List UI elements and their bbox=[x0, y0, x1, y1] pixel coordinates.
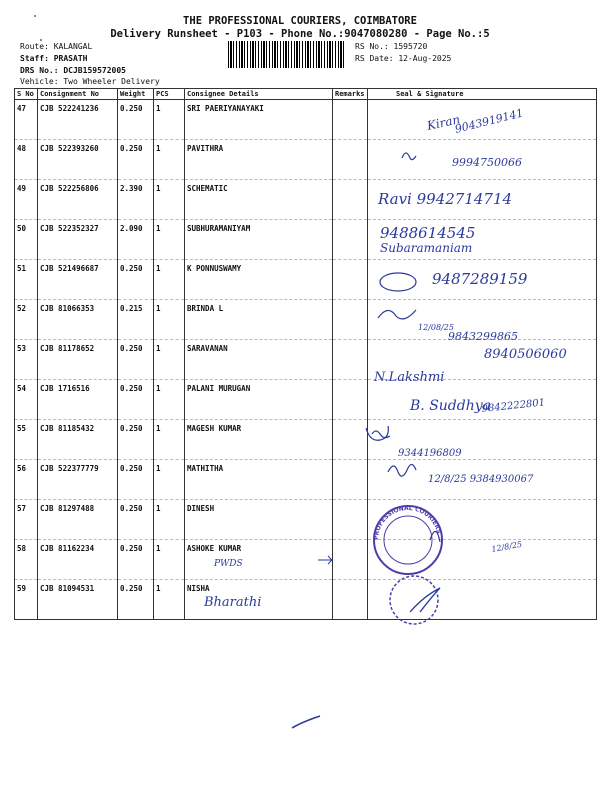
cell-sno: 50 bbox=[15, 220, 38, 260]
cell-consignee: SUBHURAMANIYAM bbox=[185, 220, 333, 260]
handwritten-signature: B. Suddhya bbox=[410, 398, 491, 414]
col-header-sno: S No bbox=[15, 89, 38, 100]
handwritten-phone: 9344196809 bbox=[398, 448, 462, 459]
cell-sno: 47 bbox=[15, 100, 38, 140]
cell-sno: 56 bbox=[15, 460, 38, 500]
cell-weight: 0.250 bbox=[118, 580, 154, 620]
cell-sno: 58 bbox=[15, 540, 38, 580]
cell-remarks bbox=[333, 540, 368, 580]
cell-seal bbox=[368, 300, 597, 340]
cell-consignment: CJB 522393260 bbox=[38, 140, 118, 180]
handwritten-phone: 9488614545 bbox=[380, 224, 476, 242]
document-title: THE PROFESSIONAL COURIERS, COIMBATORE bbox=[183, 15, 417, 27]
col-header-remarks: Remarks bbox=[333, 89, 368, 100]
cell-seal bbox=[368, 140, 597, 180]
cell-consignee: MAGESH KUMAR bbox=[185, 420, 333, 460]
handwritten-name: Bharathi bbox=[204, 595, 262, 610]
cell-consignment: CJB 81178652 bbox=[38, 340, 118, 380]
cell-remarks bbox=[333, 220, 368, 260]
handwritten-phone: 9487289159 bbox=[432, 270, 528, 288]
handwritten-signature: Ravi 9942714714 bbox=[378, 190, 513, 208]
col-header-weight: Weight bbox=[118, 89, 154, 100]
cell-remarks bbox=[333, 140, 368, 180]
rs-date-value: 12-Aug-2025 bbox=[398, 54, 452, 63]
staff-label: Staff: bbox=[20, 54, 49, 63]
cell-pcs: 1 bbox=[154, 340, 185, 380]
cell-seal bbox=[368, 540, 597, 580]
cell-seal bbox=[368, 260, 597, 300]
barcode bbox=[228, 41, 346, 68]
pen-stroke bbox=[292, 716, 320, 728]
cell-pcs: 1 bbox=[154, 380, 185, 420]
runsheet-subtitle: Delivery Runsheet - P103 - Phone No.:9047080280 - Page No.:5 bbox=[110, 28, 490, 40]
handwritten-name: N.Lakshmi bbox=[374, 370, 445, 385]
cell-pcs: 1 bbox=[154, 260, 185, 300]
cell-remarks bbox=[333, 460, 368, 500]
table-row bbox=[15, 540, 597, 580]
rs-no-line bbox=[355, 42, 427, 51]
cell-remarks bbox=[333, 580, 368, 620]
cell-weight: 0.250 bbox=[118, 380, 154, 420]
route-label: Route: bbox=[20, 42, 49, 51]
table-row bbox=[15, 340, 597, 380]
cell-sno: 51 bbox=[15, 260, 38, 300]
cell-weight: 0.250 bbox=[118, 500, 154, 540]
table-row bbox=[15, 380, 597, 420]
col-header-seal: Seal & Signature bbox=[368, 89, 597, 100]
route-line bbox=[20, 42, 92, 51]
table-row bbox=[15, 580, 597, 620]
cell-pcs: 1 bbox=[154, 140, 185, 180]
cell-sno: 59 bbox=[15, 580, 38, 620]
cell-consignment: CJB 522241236 bbox=[38, 100, 118, 140]
cell-pcs: 1 bbox=[154, 100, 185, 140]
cell-remarks bbox=[333, 260, 368, 300]
cell-consignee: SARAVANAN bbox=[185, 340, 333, 380]
cell-sno: 57 bbox=[15, 500, 38, 540]
cell-seal bbox=[368, 500, 597, 540]
table-row bbox=[15, 260, 597, 300]
cell-consignee: PALANI MURUGAN bbox=[185, 380, 333, 420]
cell-remarks bbox=[333, 180, 368, 220]
cell-weight: 0.250 bbox=[118, 140, 154, 180]
cell-remarks bbox=[333, 340, 368, 380]
cell-seal bbox=[368, 580, 597, 620]
vehicle-label: Vehicle: bbox=[20, 77, 59, 86]
cell-remarks bbox=[333, 300, 368, 340]
table-row bbox=[15, 500, 597, 540]
cell-consignee: NISHA bbox=[185, 580, 333, 620]
cell-weight: 0.250 bbox=[118, 340, 154, 380]
rs-date-line bbox=[355, 54, 451, 63]
handwritten-phone: 8940506060 bbox=[484, 347, 567, 362]
cell-consignment: CJB 81162234 bbox=[38, 540, 118, 580]
cell-consignment: CJB 521496687 bbox=[38, 260, 118, 300]
cell-pcs: 1 bbox=[154, 420, 185, 460]
handwritten-name: Kiran bbox=[425, 112, 462, 133]
speck bbox=[34, 15, 36, 17]
cell-weight: 0.215 bbox=[118, 300, 154, 340]
cell-sno: 53 bbox=[15, 340, 38, 380]
cell-consignment: CJB 1716516 bbox=[38, 380, 118, 420]
handwritten-name: Subaramaniam bbox=[380, 241, 473, 255]
cell-consignment: CJB 81297488 bbox=[38, 500, 118, 540]
table-header-row bbox=[15, 89, 597, 100]
cell-consignment: CJB 522352327 bbox=[38, 220, 118, 260]
handwritten-phone: 9994750066 bbox=[452, 156, 522, 169]
handwritten-note: 12/8/25 9384930067 bbox=[428, 474, 534, 485]
cell-pcs: 1 bbox=[154, 220, 185, 260]
table-row bbox=[15, 180, 597, 220]
cell-sno: 54 bbox=[15, 380, 38, 420]
cell-consignment: CJB 81066353 bbox=[38, 300, 118, 340]
cell-consignee: K PONNUSWAMY bbox=[185, 260, 333, 300]
table-row bbox=[15, 420, 597, 460]
cell-pcs: 1 bbox=[154, 580, 185, 620]
cell-consignee: DINESH bbox=[185, 500, 333, 540]
route-value: KALANGAL bbox=[53, 42, 93, 51]
handwritten-phone: 9843299865 bbox=[448, 330, 518, 343]
cell-consignee: SRI PAERIYANAYAKI bbox=[185, 100, 333, 140]
cell-consignee: BRINDA L bbox=[185, 300, 333, 340]
speck bbox=[40, 39, 42, 41]
cell-weight: 0.250 bbox=[118, 420, 154, 460]
cell-consignee: ASHOKE KUMAR bbox=[185, 540, 333, 580]
cell-consignment: CJB 522256806 bbox=[38, 180, 118, 220]
col-header-pcs: PCS bbox=[154, 89, 185, 100]
cell-seal bbox=[368, 100, 597, 140]
table-row bbox=[15, 220, 597, 260]
cell-weight: 2.090 bbox=[118, 220, 154, 260]
cell-consignee: SCHEMATIC bbox=[185, 180, 333, 220]
rs-date-label: RS Date: bbox=[355, 54, 394, 63]
handwritten-phone: 9043919141 bbox=[453, 106, 525, 136]
staff-value: PRASATH bbox=[53, 54, 88, 63]
col-header-consignment: Consignment No bbox=[38, 89, 118, 100]
table-row bbox=[15, 140, 597, 180]
rs-no-label: RS No.: bbox=[355, 42, 389, 51]
cell-sno: 52 bbox=[15, 300, 38, 340]
cell-pcs: 1 bbox=[154, 500, 185, 540]
table-row bbox=[15, 100, 597, 140]
cell-consignment: CJB 522377779 bbox=[38, 460, 118, 500]
cell-consignment: CJB 81185432 bbox=[38, 420, 118, 460]
handwritten-date: 12/08/25 bbox=[418, 323, 454, 332]
cell-sno: 49 bbox=[15, 180, 38, 220]
cell-weight: 0.250 bbox=[118, 260, 154, 300]
stamp-text: PROFESSIONAL COURIERS bbox=[372, 504, 443, 541]
cell-consignee: MATHITHA bbox=[185, 460, 333, 500]
cell-remarks bbox=[333, 100, 368, 140]
cell-seal bbox=[368, 380, 597, 420]
table-row bbox=[15, 300, 597, 340]
cell-weight: 0.250 bbox=[118, 540, 154, 580]
cell-remarks bbox=[333, 420, 368, 460]
cell-consignee: PAVITHRA bbox=[185, 140, 333, 180]
cell-seal bbox=[368, 420, 597, 460]
handwritten-note: PWDS bbox=[214, 559, 243, 569]
staff-line bbox=[20, 54, 87, 63]
cell-remarks bbox=[333, 380, 368, 420]
cell-remarks bbox=[333, 500, 368, 540]
col-header-consignee: Consignee Details bbox=[185, 89, 333, 100]
rs-no-value: 1595720 bbox=[393, 42, 428, 51]
handwritten-date: 12/8/25 bbox=[490, 539, 523, 554]
drs-value: DCJB159572005 bbox=[63, 66, 126, 75]
cell-consignment: CJB 81094531 bbox=[38, 580, 118, 620]
cell-pcs: 1 bbox=[154, 540, 185, 580]
handwritten-phone: 9842222801 bbox=[481, 397, 546, 415]
runsheet-table bbox=[14, 88, 597, 620]
vehicle-value: Two Wheeler Delivery bbox=[63, 77, 160, 86]
cell-pcs: 1 bbox=[154, 180, 185, 220]
drs-label: DRS No.: bbox=[20, 66, 59, 75]
cell-weight: 2.390 bbox=[118, 180, 154, 220]
cell-weight: 0.250 bbox=[118, 100, 154, 140]
cell-seal bbox=[368, 460, 597, 500]
cell-weight: 0.250 bbox=[118, 460, 154, 500]
cell-seal bbox=[368, 180, 597, 220]
vehicle-line bbox=[20, 77, 160, 86]
cell-seal bbox=[368, 220, 597, 260]
table-row bbox=[15, 460, 597, 500]
cell-sno: 55 bbox=[15, 420, 38, 460]
drs-line bbox=[20, 66, 126, 75]
cell-seal bbox=[368, 340, 597, 380]
cell-pcs: 1 bbox=[154, 300, 185, 340]
cell-sno: 48 bbox=[15, 140, 38, 180]
cell-pcs: 1 bbox=[154, 460, 185, 500]
